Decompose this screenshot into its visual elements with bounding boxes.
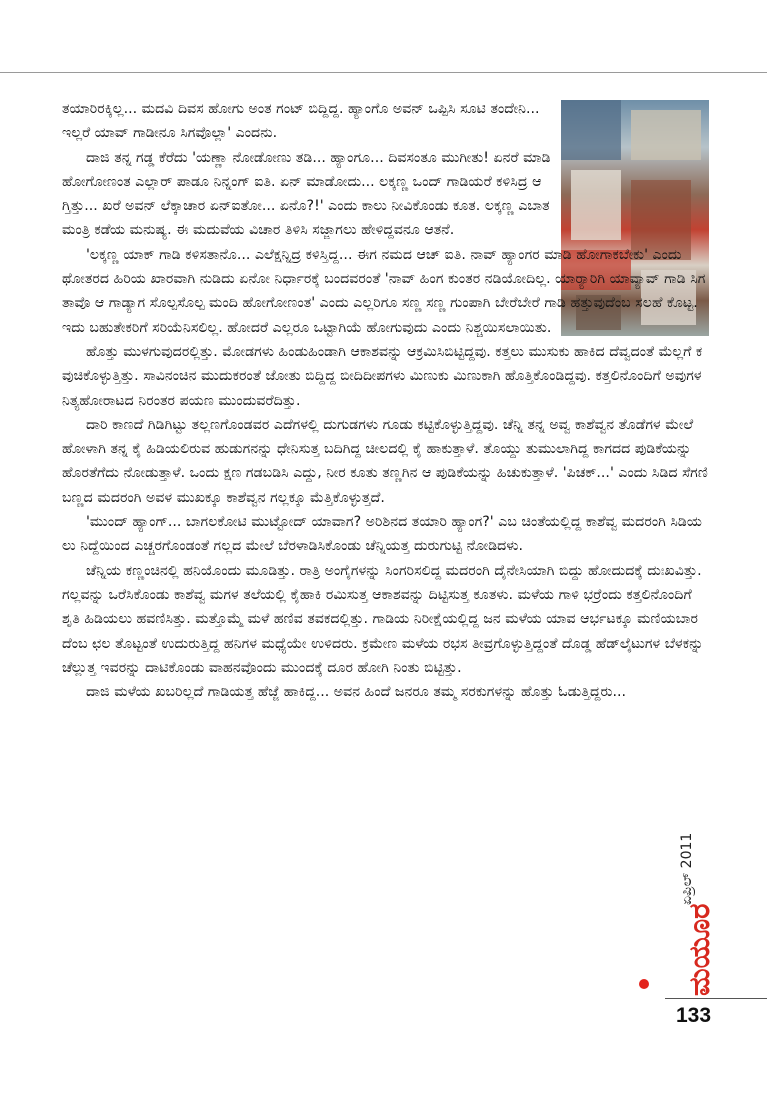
page-number: 133 bbox=[676, 1004, 712, 1027]
magazine-name: ಮಯೂರ bbox=[682, 903, 716, 996]
paragraph: 'ಲಕ್ಕಣ್ಣ ಯಾಕ್ ಗಾಡಿ ಕಳಿಸತಾನೊ... ಎಲೆಕ್ಷನ್ನಿದ್ರ ಕಳಿಸ್ತಿದ್ದ... ಈಗ ನಮದ ಆಚ್ ಐತಿ. ನಾವ್ ಹ್ಯಾಂಗರ ಮಾಡಿ ಹೋಗಾಕಬೇಕು' ಎಂದು ಥೋತರದ ಹಿರಿಯ ಖಾರವಾಗಿ ನುಡಿದು ಏನೋ ನಿರ್ಧಾರಕ್ಕೆ ಬಂದವರಂತೆ 'ನಾವ್ ಹಿಂಗ ಕುಂತರ ನಡಿಯೋದಿಲ್ಲ. ಯಾರ್‍ಯಾರಿಗಿ ಯಾವ್ಯಾವ್ ಗಾಡಿ ಸಿಗತಾವೊ ಆ ಗಾಡ್ಯಾಗ ಸೊಲ್ಪಸೊಲ್ಪ ಮಂದಿ ಹೋಗೋಣಂತ' ಎಂದು ಎಲ್ಲರಿಗೂ ಸಣ್ಣ ಸಣ್ಣ ಗುಂಪಾಗಿ ಬೇರೆಬೇರೆ ಗಾಡಿ ಹತ್ತುವುದೆಂಬ ಸಲಹೆ ಕೊಟ್ಟ. ಇದು ಬಹುತೇಕರಿಗೆ ಸರಿಯೆನಿಸಲಿಲ್ಲ. ಹೋದರೆ ಎಲ್ಲರೂ ಒಟ್ಟಾಗಿಯೆ ಹೋಗುವುದು ಎಂದು ನಿಶ್ಚಯಿಸಲಾಯಿತು. bbox=[62, 246, 706, 336]
footer-rule bbox=[665, 998, 767, 999]
paragraph: ದಾಜಿ ಮಳೆಯ ಖಬರಿಲ್ಲದೆ ಗಾಡಿಯತ್ತ ಹೆಜ್ಜೆ ಹಾಕಿದ್ದ... ಅವನ ಹಿಂದೆ ಜನರೂ ತಮ್ಮ ಸರಕುಗಳನ್ನು ಹೊತ್ತು ಓಡುತ್ತಿದ್ದರು... bbox=[86, 684, 627, 701]
paragraph: ಚೆನ್ನಿಯ ಕಣ್ಣಂಚಿನಲ್ಲಿ ಹನಿಯೊಂದು ಮೂಡಿತ್ತು. ರಾತ್ರಿ ಅಂಗೈಗಳನ್ನು ಸಿಂಗರಿಸಲಿದ್ದ ಮದರಂಗಿ ದೈನೇಸಿಯಾಗಿ ಬಿದ್ದು ಹೋದುದಕ್ಕೆ ದುಃಖವಿತ್ತು. ಗಲ್ಲವನ್ನು ಒರೆಸಿಕೊಂಡು ಕಾಶೆವ್ವ ಮಗಳ ತಲೆಯಲ್ಲಿ ಕೈಹಾಕಿ ರಮಿಸುತ್ತ ಆಕಾಶವನ್ನು ದಿಟ್ಟಿಸುತ್ತ ಕೂತಳು. ಮಳೆಯ ಗಾಳಿ ಭರ್‍ರೆಂದು ಕತ್ತಲಿನೊಂದಿಗೆ ಶೃತಿ ಹಿಡಿಯಲು ಹವಣಿಸಿತ್ತು. ಮತ್ತೊಮ್ಮೆ ಮಳೆ ಹಣಿವ ತವಕದಲ್ಲಿತ್ತು. ಗಾಡಿಯ ನಿರೀಕ್ಷೆಯಲ್ಲಿದ್ದ ಜನ ಮಳೆಯ ಯಾವ ಆರ್ಭಟಕ್ಕೂ ಮಣಿಯಬಾರದೆಂಬ ಛಲ ತೊಟ್ಟಂತೆ ಉದುರುತ್ತಿದ್ದ ಹನಿಗಳ ಮಧ್ಯೆಯೇ ಉಳಿದರು. ಕ್ರಮೇಣ ಮಳೆಯ ರಭಸ ತೀವ್ರಗೊಳ್ಳುತ್ತಿದ್ದಂತೆ ದೊಡ್ಡ ಹೆಡ್‌ಲೈಟುಗಳ ಬೆಳಕನ್ನು ಚೆಲ್ಲುತ್ತ ಇವರನ್ನು ದಾಟಿಕೊಂಡು ವಾಹನವೊಂದು ಮುಂದಕ್ಕೆ ದೂರ ಹೋಗಿ ನಿಂತು ಬಿಟ್ಟಿತ್ತು. bbox=[62, 562, 704, 676]
paragraph: ತಯಾರಿರಕ್ಕಿಲ್ಲ... ಮದವಿ ದಿವಸ ಹೋಗು ಅಂತ ಗಂಟ್ ಬಿದ್ದಿದ್ದ. ಹ್ಯಾಂಗೊ ಅವನ್ ಒಪ್ಪಿಸಿ ಸೂಟಿ ತಂದೇನಿ... ಇಲ್ಲರೆ ಯಾವ್ ಗಾಡೀನೂ ಸಿಗವೊಲ್ಲಾ' ಎಂದನು. bbox=[62, 101, 540, 142]
issue-date: ಏಪ್ರಿಲ್ 2011 bbox=[679, 832, 695, 905]
top-rule bbox=[0, 72, 767, 73]
article-body bbox=[62, 97, 710, 704]
paragraph: ದಾರಿ ಕಾಣದೆ ಗಿಡಿಗಿಟ್ಟು ತಲ್ಲಣಗೊಂಡವರ ಎದೆಗಳಲ್ಲಿ ದುಗುಡಗಳು ಗೂಡು ಕಟ್ಟಿಕೊಳ್ಳುತ್ತಿದ್ದವು. ಚೆನ್ನಿ ತನ್ನ ಅವ್ವ ಕಾಶೆವ್ವನ ತೊಡೆಗಳ ಮೇಲೆ ಹೋಳಾಗಿ ತನ್ನ ಕೈ ಹಿಡಿಯಲಿರುವ ಹುಡುಗನನ್ನು ಧೇನಿಸುತ್ತ ಬದಿಗಿದ್ದ ಚೀಲದಲ್ಲಿ ಕೈ ಹಾಕುತ್ತಾಳೆ. ತೊಯ್ದು ತುಮುಲಾಗಿದ್ದ ಕಾಗದದ ಪುಡಿಕೆಯನ್ನು ಹೊರತೆಗೆದು ನೋಡುತ್ತಾಳೆ. ಒಂದು ಕ್ಷಣ ಗಡಬಡಿಸಿ ಎದ್ದು, ನೀರ ಕೂತು ತಣ್ಣಗಿನ ಆ ಪುಡಿಕೆಯನ್ನು ಹಿಚುಕುತ್ತಾಳೆ. 'ಪಿಚಕ್...' ಎಂದು ಸಿಡಿದ ಸೆಗಣಿ ಬಣ್ಣದ ಮದರಂಗಿ ಅವಳ ಮುಖಕ್ಕೂ ಕಾಶೆವ್ವನ ಗಲ್ಲಕ್ಕೂ ಮೆತ್ತಿಕೊಳ್ಳುತ್ತದೆ. bbox=[62, 416, 708, 506]
paragraph: ಹೊತ್ತು ಮುಳಗುವುದರಲ್ಲಿತ್ತು. ಮೋಡಗಳು ಹಿಂಡುಹಿಂಡಾಗಿ ಆಕಾಶವನ್ನು ಆಕ್ರಮಿಸಿಬಿಟ್ಟಿದ್ದವು. ಕತ್ತಲು ಮುಸುಕು ಹಾಕಿದ ದೆವ್ವದಂತೆ ಮೆಲ್ಲಗೆ ಕವುಚಿಕೊಳ್ಳುತ್ತಿತ್ತು. ಸಾವಿನಂಚಿನ ಮುದುಕರಂತೆ ಜೋತು ಬಿದ್ದಿದ್ದ ಬೀದಿದೀಪಗಳು ಮಿಣುಕು ಮಿಣುಕಾಗಿ ಹೊತ್ತಿಕೊಂಡಿದ್ದವು. ಕತ್ತಲಿನೊಂದಿಗೆ ಅವುಗಳ ನಿತ್ಯಹೋರಾಟದ ನಿರಂತರ ಪಯಣ ಮುಂದುವರೆದಿತ್ತು. bbox=[62, 343, 703, 409]
red-dot-ornament bbox=[639, 979, 649, 989]
paragraph: ದಾಜಿ ತನ್ನ ಗಡ್ಡ ಕೆರೆದು 'ಯಣ್ಣಾ ನೋಡೋಣು ತಡಿ... ಹ್ಯಾಂಗೂ... ದಿವಸಂತೂ ಮುಗೀತು! ಏನರೆ ಮಾಡಿ ಹೋಗೋಣಂತ ಎಲ್ಲಾರ್ ಪಾಡೂ ನಿನ್ನಂಗ್ ಐತಿ. ಏನ್ ಮಾಡೋದು... ಲಕ್ಕಣ್ಣ ಒಂದ್ ಗಾಡಿಯರೆ ಕಳಿಸಿದ್ರ ಆಗ್ತಿತ್ತು... ಖರೆ ಅವನ್ ಲೆಕ್ಕಾಚಾರ ಏನ್ಐತೋ... ಏನೊ?!' ಎಂದು ಕಾಲು ನೀವಿಕೊಂಡು ಕೂತ. ಲಕ್ಕಣ್ಣ ಎಬಾತ ಮಂತ್ರಿ ಕಡೆಯ ಮನುಷ್ಯ. ಈ ಮದುವೆಯ ವಿಚಾರ ತಿಳಿಸಿ ಸಜ್ಜಾಗಲು ಹೇಳಿದ್ದವನೂ ಆತನೆ. bbox=[62, 149, 551, 239]
paragraph: 'ಮುಂದ್ ಹ್ಯಾಂಗ್... ಬಾಗಲಕೋಟಿ ಮುಟ್ಟೋದ್ ಯಾವಾಗ? ಅರಿಶಿನದ ತಯಾರಿ ಹ್ಯಾಂಗ?' ಎಬ ಚಿಂತೆಯಲ್ಲಿದ್ದ ಕಾಶೆವ್ವ ಮದರಂಗಿ ಸಿಡಿಯಲು ನಿದ್ದೆಯಿಂದ ಎಚ್ಚರಗೊಂಡಂತೆ ಗಲ್ಲದ ಮೇಲೆ ಬೆರಳಾಡಿಸಿಕೊಂಡು ಚೆನ್ನಿಯತ್ತ ದುರುಗುಟ್ಟಿ ನೋಡಿದಳು. bbox=[62, 514, 703, 555]
